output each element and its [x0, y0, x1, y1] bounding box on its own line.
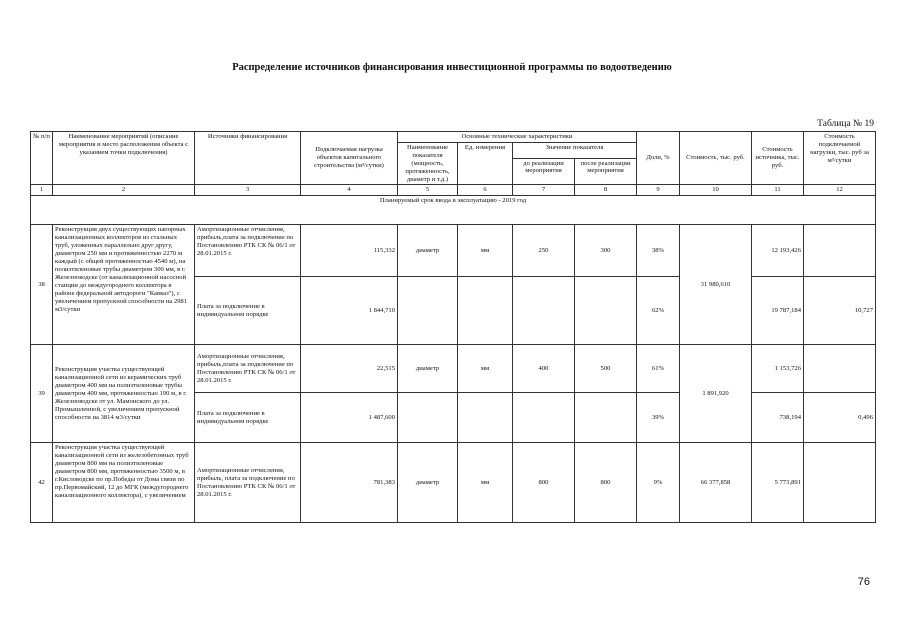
row-after	[575, 277, 637, 345]
header-after: после реализации мероприятия	[575, 158, 637, 185]
row-source-cost: 738,194	[752, 393, 804, 443]
row-description: Реконструкция участка существующей канализационной сети из железобетонных труб диаметром 800 мм на полиэтиленовые диаметром 800 мм, протяженностью 3500 м, в г.Кисловодске по пр.Победы от Дома связи по пр.Первомайский, 12 до МГК (междугороднего канализационного коллектора), с увеличением	[53, 443, 195, 523]
header-values: Значение показателя	[513, 142, 637, 158]
col-number: 11	[752, 185, 804, 196]
header-share: Доли, %	[637, 132, 680, 185]
col-number: 2	[53, 185, 195, 196]
page-number: 76	[857, 576, 870, 588]
row-cost: 1 891,920	[680, 345, 752, 443]
header-name: Наименование мероприятий (описание мероприятия и место расположения объекта с указанием точки подключения)	[53, 132, 195, 185]
period-label: Планируемый срок ввода в эксплуатацию - 2019 год	[31, 196, 876, 225]
row-source: Плата за подключение в индивидуальном порядке	[195, 393, 301, 443]
financing-table	[30, 131, 876, 523]
row-load: 781,383	[301, 443, 398, 523]
row-source: Плата за подключение в индивидуальном порядке	[195, 277, 301, 345]
column-numbers-row	[31, 185, 876, 196]
header-row-1	[31, 132, 876, 143]
header-sources: Источники финансирования	[195, 132, 301, 185]
header-indicator: Наименование показателя (мощность, протяженность, диаметр и т.д.)	[398, 142, 458, 185]
header-tech: Основные технические характеристики	[398, 132, 637, 143]
row-after: 300	[575, 225, 637, 277]
row-load: 1 844,710	[301, 277, 398, 345]
row-share: 62%	[637, 277, 680, 345]
col-number: 12	[804, 185, 876, 196]
row-number: 39	[31, 345, 53, 443]
row-share: 38%	[637, 225, 680, 277]
row-after: 500	[575, 345, 637, 393]
col-number: 5	[398, 185, 458, 196]
header-num: № п/п	[31, 132, 53, 185]
col-number: 3	[195, 185, 301, 196]
header-unit: Ед. измерения	[458, 142, 513, 185]
col-number: 10	[680, 185, 752, 196]
table-row	[31, 225, 876, 277]
table-row	[31, 345, 876, 393]
row-number: 38	[31, 225, 53, 345]
row-load-cost	[804, 345, 876, 393]
row-unit: мм	[458, 443, 513, 523]
row-description: Реконструкция участка существующей канализационной сети из керамических труб диаметром 400 мм на полиэтиленовые трубы диаметром 400 мм, протяженностью 190 м, в г. Железноводске от ул. Мамонского до ул. Промышленной, с увеличением пропускной способности на 3814 м3/сутки	[53, 345, 195, 443]
table-row	[31, 443, 876, 523]
row-source: Амортизационные отчисления, прибыль, плата за подключение по Постановлению РТК СК № 06/1 от 28.01.2015 г.	[195, 443, 301, 523]
header-load-cost: Стоимость подключаемой нагрузки, тыс. руб за м³/сутки	[804, 132, 876, 185]
row-unit	[458, 277, 513, 345]
row-after: 800	[575, 443, 637, 523]
row-before	[513, 393, 575, 443]
header-cost: Стоимость, тыс. руб.	[680, 132, 752, 185]
row-description: Реконструкция двух существующих напорных канализационных коллекторов из стальных труб, уложенных параллельно друг другу, диаметром 250 мм и протяженностью 2270 м каждый (с общей протяженностью 4540 м), на полиэтиленовые трубы диаметром 300 мм, в г. Железноводске (от канализационной насосной станции до междугороднего коллектора в районе федеральной автодороги "Кавказ"), с увеличением пропускной способности на 2981 м3/сутки	[53, 225, 195, 345]
row-cost: 66 377,858	[680, 443, 752, 523]
row-share: 39%	[637, 393, 680, 443]
row-load: 22,515	[301, 345, 398, 393]
row-indicator	[398, 393, 458, 443]
header-load: Подключаемая нагрузка объектов капитального строительства (м³/сутки)	[301, 132, 398, 185]
row-indicator: диаметр	[398, 345, 458, 393]
row-indicator: диаметр	[398, 225, 458, 277]
row-load: 1 487,600	[301, 393, 398, 443]
row-before: 800	[513, 443, 575, 523]
row-number: 42	[31, 443, 53, 523]
row-before	[513, 277, 575, 345]
row-unit	[458, 393, 513, 443]
col-number: 6	[458, 185, 513, 196]
document-title: Распределение источников финансирования инвестиционной программы по водоотведению	[232, 62, 672, 73]
col-number: 1	[31, 185, 53, 196]
row-share: 61%	[637, 345, 680, 393]
row-source-cost: 5 773,891	[752, 443, 804, 523]
row-source: Амортизационные отчисления, прибыль,плата за подключение по Постановлению РТК СК № 06/1 от 28.01.2015 г.	[195, 225, 301, 277]
row-unit: мм	[458, 345, 513, 393]
period-row	[31, 196, 876, 225]
row-before: 400	[513, 345, 575, 393]
col-number: 7	[513, 185, 575, 196]
col-number: 4	[301, 185, 398, 196]
row-source-cost: 1 153,726	[752, 345, 804, 393]
header-source-cost: Стоимость источника, тыс. руб.	[752, 132, 804, 185]
row-cost: 31 980,610	[680, 225, 752, 345]
row-load-cost: 10,727	[804, 277, 876, 345]
row-after	[575, 393, 637, 443]
row-before: 250	[513, 225, 575, 277]
row-load: 115,332	[301, 225, 398, 277]
row-indicator: диаметр	[398, 443, 458, 523]
row-load-cost	[804, 225, 876, 277]
col-number: 8	[575, 185, 637, 196]
row-source: Амортизационные отчисления, прибыль,плата за подключение по Постановлению РТК СК № 06/1 от 28.01.2015 г.	[195, 345, 301, 393]
row-load-cost: 0,496	[804, 393, 876, 443]
header-before: до реализации мероприятия	[513, 158, 575, 185]
col-number: 9	[637, 185, 680, 196]
row-indicator	[398, 277, 458, 345]
table-number: Таблица № 19	[817, 119, 874, 129]
row-share: 9%	[637, 443, 680, 523]
row-load-cost	[804, 443, 876, 523]
row-source-cost: 12 193,426	[752, 225, 804, 277]
row-source-cost: 19 787,184	[752, 277, 804, 345]
row-unit: мм	[458, 225, 513, 277]
